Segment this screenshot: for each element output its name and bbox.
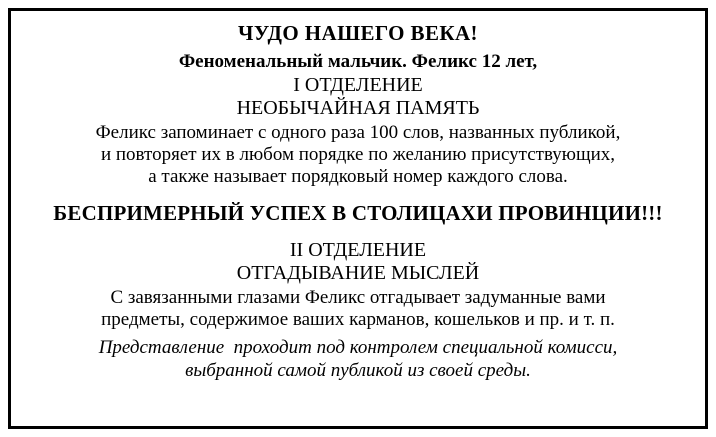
poster-title: ЧУДО НАШЕГО ВЕКА! [238, 21, 478, 45]
part2-line-1: С завязанными глазами Феликс отгадывает задуманные вами [110, 286, 606, 308]
footnote-line-1: Представление проходит под контролем специальной комисси, [98, 337, 618, 359]
poster-banner: БЕСПРИМЕРНЫЙ УСПЕХ В СТОЛИЦАХИ ПРОВИНЦИИ!!! [53, 201, 663, 226]
part1-line-3: а также называет порядковый номер каждого слова. [148, 166, 568, 188]
footnote-line-2: выбранной самой публикой из своей среды. [185, 360, 531, 382]
poster-content [14, 14, 702, 423]
part1-section-label: I ОТДЕЛЕНИЕ [293, 73, 423, 96]
part2-line-2: предметы, содержимое ваших карманов, кошельков и пр. и т. п. [101, 308, 615, 330]
part1-line-2: и повторяет их в любом порядке по желанию присутствующих, [100, 143, 616, 165]
part2-section-label: II ОТДЕЛЕНИЕ [289, 238, 427, 261]
part2-section-name: ОТГАДЫВАНИЕ МЫСЛЕЙ [236, 262, 480, 285]
part1-section-name: НЕОБЫЧАЙНАЯ ПАМЯТЬ [236, 97, 480, 120]
poster-subtitle: Феноменальный мальчик. Феликс 12 лет, [178, 50, 538, 72]
part1-line-1: Феликс запоминает с одного раза 100 слов, названных публикой, [95, 121, 621, 143]
